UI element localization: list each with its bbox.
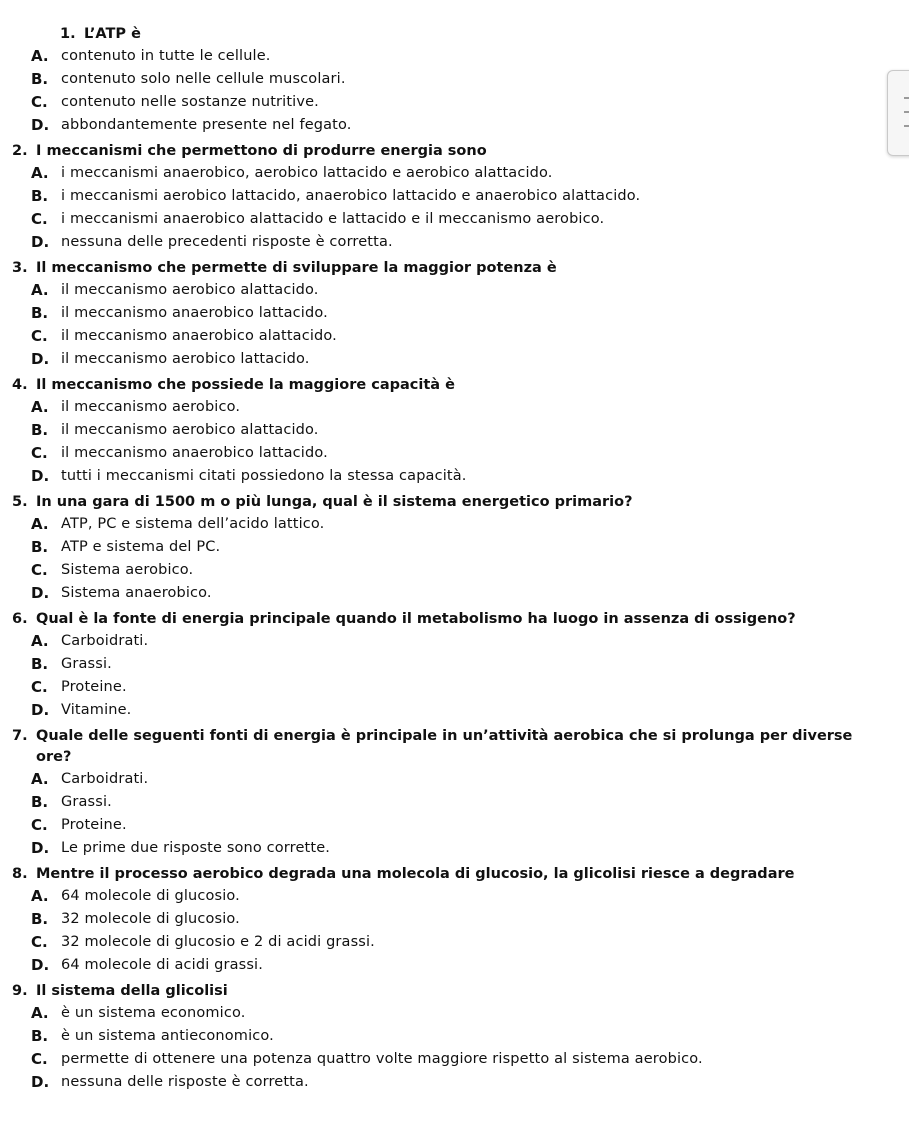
question-title <box>0 375 909 396</box>
option-text: Sistema aerobico. <box>61 562 194 578</box>
option-letter: C. <box>31 561 48 579</box>
question-title <box>0 141 909 162</box>
option-text: Proteine. <box>61 679 127 695</box>
question-number: 1. <box>60 26 76 42</box>
question-title <box>0 609 909 630</box>
option-letter: C. <box>31 327 48 345</box>
option-c <box>0 325 909 348</box>
option-a <box>0 279 909 302</box>
option-d <box>0 114 909 137</box>
option-text: Vitamine. <box>61 702 132 718</box>
option-text: contenuto nelle sostanze nutritive. <box>61 94 319 110</box>
option-letter: B. <box>31 1027 49 1045</box>
option-d <box>0 465 909 488</box>
option-text: Sistema anaerobico. <box>61 585 212 601</box>
option-text: 64 molecole di acidi grassi. <box>61 957 263 973</box>
option-text: nessuna delle precedenti risposte è corretta. <box>61 234 393 250</box>
option-b <box>0 908 909 931</box>
option-letter: C. <box>31 1050 48 1068</box>
option-b <box>0 302 909 325</box>
option-letter: D. <box>31 956 50 974</box>
option-text: permette di ottenere una potenza quattro volte maggiore rispetto al sistema aerobico. <box>61 1051 703 1067</box>
question-title <box>0 726 909 768</box>
option-letter: D. <box>31 839 50 857</box>
option-text: il meccanismo anaerobico alattacido. <box>61 328 337 344</box>
question-9 <box>0 981 909 1094</box>
option-text: il meccanismo anaerobico lattacido. <box>61 445 328 461</box>
option-letter: A. <box>31 632 49 650</box>
option-a <box>0 630 909 653</box>
option-text: i meccanismi anaerobico alattacido e lattacido e il meccanismo aerobico. <box>61 211 605 227</box>
grip-line <box>904 111 909 113</box>
option-text: abbondantemente presente nel fegato. <box>61 117 352 133</box>
option-text: il meccanismo aerobico. <box>61 399 241 415</box>
question-text: Il meccanismo che permette di sviluppare la maggior potenza è <box>36 260 557 276</box>
option-text: il meccanismo anaerobico lattacido. <box>61 305 328 321</box>
option-text: Le prime due risposte sono corrette. <box>61 840 331 856</box>
option-d <box>0 1071 909 1094</box>
option-a <box>0 768 909 791</box>
option-d <box>0 699 909 722</box>
option-letter: A. <box>31 164 49 182</box>
option-text: 32 molecole di glucosio e 2 di acidi grassi. <box>61 934 375 950</box>
option-letter: C. <box>31 210 48 228</box>
option-letter: B. <box>31 910 49 928</box>
option-text: Proteine. <box>61 817 127 833</box>
question-number: 5. <box>12 494 28 510</box>
option-letter: D. <box>31 467 50 485</box>
question-number: 8. <box>12 866 28 882</box>
question-4 <box>0 375 909 488</box>
option-a <box>0 1002 909 1025</box>
option-a <box>0 396 909 419</box>
question-text: Qual è la fonte di energia principale quando il metabolismo ha luogo in assenza di ossigeno? <box>36 611 796 627</box>
question-8 <box>0 864 909 977</box>
option-b <box>0 791 909 814</box>
option-b <box>0 68 909 91</box>
option-letter: B. <box>31 538 49 556</box>
question-6 <box>0 609 909 722</box>
question-2 <box>0 141 909 254</box>
option-c <box>0 676 909 699</box>
option-letter: D. <box>31 350 50 368</box>
question-text: Il sistema della glicolisi <box>36 983 228 999</box>
question-number: 2. <box>12 143 28 159</box>
option-letter: A. <box>31 398 49 416</box>
option-a <box>0 885 909 908</box>
option-text: Grassi. <box>61 656 112 672</box>
option-text: 32 molecole di glucosio. <box>61 911 240 927</box>
option-text: il meccanismo aerobico lattacido. <box>61 351 310 367</box>
question-number: 6. <box>12 611 28 627</box>
question-text: L’ATP è <box>84 26 141 42</box>
question-text: In una gara di 1500 m o più lunga, qual è il sistema energetico primario? <box>36 494 633 510</box>
option-text: Carboidrati. <box>61 633 149 649</box>
option-letter: B. <box>31 70 49 88</box>
option-letter: A. <box>31 887 49 905</box>
option-letter: C. <box>31 816 48 834</box>
option-letter: B. <box>31 793 49 811</box>
option-letter: A. <box>31 1004 49 1022</box>
question-text: Il meccanismo che possiede la maggiore capacità è <box>36 377 455 393</box>
option-letter: D. <box>31 1073 50 1091</box>
question-text: Mentre il processo aerobico degrada una molecola di glucosio, la glicolisi riesce a degradare <box>36 866 795 882</box>
option-letter: C. <box>31 933 48 951</box>
option-text: ATP, PC e sistema dell’acido lattico. <box>61 516 325 532</box>
question-3 <box>0 258 909 371</box>
question-title <box>0 24 909 45</box>
question-number: 4. <box>12 377 28 393</box>
option-text: ATP e sistema del PC. <box>61 539 221 555</box>
option-letter: C. <box>31 678 48 696</box>
question-5 <box>0 492 909 605</box>
option-text: il meccanismo aerobico alattacido. <box>61 282 319 298</box>
option-letter: D. <box>31 584 50 602</box>
option-letter: C. <box>31 444 48 462</box>
option-letter: A. <box>31 47 49 65</box>
option-c <box>0 442 909 465</box>
grip-line <box>904 97 909 99</box>
option-b <box>0 1025 909 1048</box>
question-text: Quale delle seguenti fonti di energia è principale in un’attività aerobica che si prolunga per diverse ore? <box>36 728 853 765</box>
option-b <box>0 536 909 559</box>
question-number: 9. <box>12 983 28 999</box>
option-text: nessuna delle risposte è corretta. <box>61 1074 309 1090</box>
option-b <box>0 653 909 676</box>
option-d <box>0 231 909 254</box>
question-title <box>0 492 909 513</box>
option-text: contenuto solo nelle cellule muscolari. <box>61 71 346 87</box>
option-letter: D. <box>31 701 50 719</box>
option-b <box>0 419 909 442</box>
option-c <box>0 91 909 114</box>
question-title <box>0 864 909 885</box>
option-letter: D. <box>31 116 50 134</box>
option-text: contenuto in tutte le cellule. <box>61 48 271 64</box>
question-number: 7. <box>12 728 28 744</box>
option-text: il meccanismo aerobico alattacido. <box>61 422 319 438</box>
option-letter: A. <box>31 515 49 533</box>
option-letter: A. <box>31 770 49 788</box>
option-d <box>0 348 909 371</box>
option-d <box>0 837 909 860</box>
option-b <box>0 185 909 208</box>
option-letter: B. <box>31 304 49 322</box>
option-text: 64 molecole di glucosio. <box>61 888 240 904</box>
option-c <box>0 559 909 582</box>
option-d <box>0 582 909 605</box>
option-text: i meccanismi aerobico lattacido, anaerobico lattacido e anaerobico alattacido. <box>61 188 641 204</box>
option-letter: A. <box>31 281 49 299</box>
option-letter: B. <box>31 655 49 673</box>
option-letter: B. <box>31 187 49 205</box>
option-c <box>0 1048 909 1071</box>
option-text: Carboidrati. <box>61 771 149 787</box>
option-a <box>0 45 909 68</box>
option-text: è un sistema economico. <box>61 1005 246 1021</box>
question-title <box>0 981 909 1002</box>
grip-line <box>904 125 909 127</box>
option-text: i meccanismi anaerobico, aerobico lattacido e aerobico alattacido. <box>61 165 553 181</box>
option-d <box>0 954 909 977</box>
question-text: I meccanismi che permettono di produrre energia sono <box>36 143 487 159</box>
question-1 <box>0 24 909 137</box>
option-c <box>0 208 909 231</box>
option-text: tutti i meccanismi citati possiedono la stessa capacità. <box>61 468 467 484</box>
option-c <box>0 931 909 954</box>
question-title <box>0 258 909 279</box>
option-a <box>0 162 909 185</box>
option-text: è un sistema antieconomico. <box>61 1028 274 1044</box>
option-c <box>0 814 909 837</box>
question-number: 3. <box>12 260 28 276</box>
option-a <box>0 513 909 536</box>
option-text: Grassi. <box>61 794 112 810</box>
option-letter: D. <box>31 233 50 251</box>
option-letter: B. <box>31 421 49 439</box>
option-letter: C. <box>31 93 48 111</box>
question-7 <box>0 726 909 860</box>
side-panel-tab[interactable] <box>887 70 909 156</box>
